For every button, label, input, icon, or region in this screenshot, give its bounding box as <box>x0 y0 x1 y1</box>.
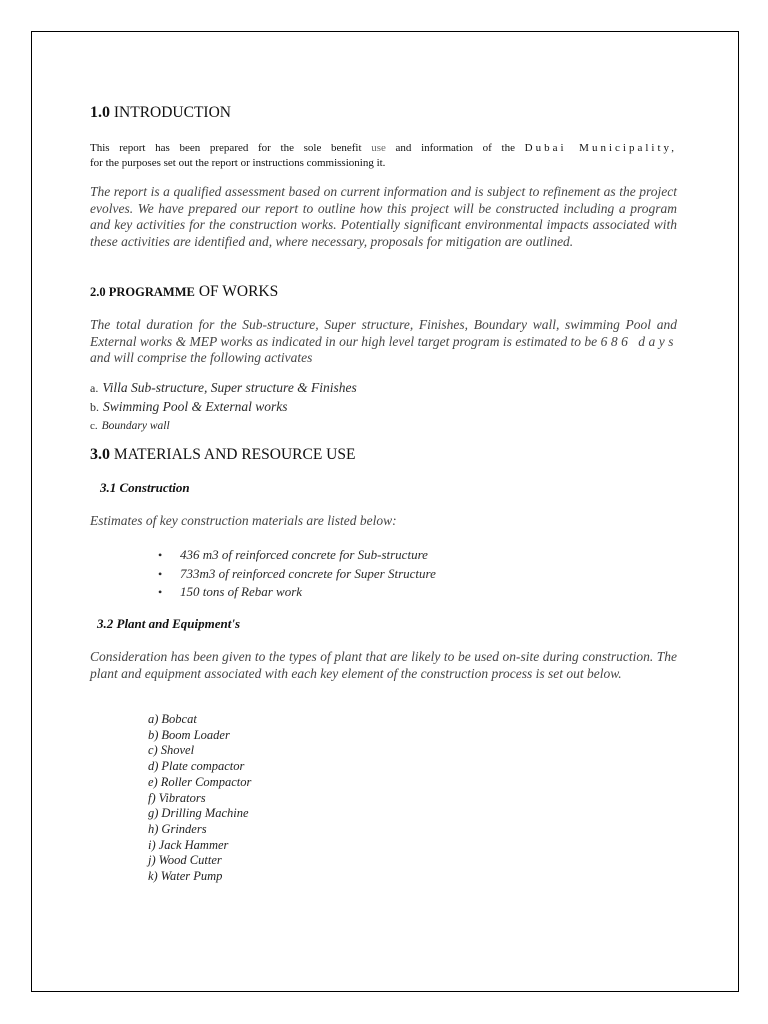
list-item-text: Swimming Pool & External works <box>103 398 288 414</box>
list-item <box>158 583 436 602</box>
list-item-label: h) <box>148 821 159 836</box>
heading-programme-of-works <box>90 282 677 302</box>
list-item <box>148 728 251 744</box>
section-title: MATERIALS AND RESOURCE USE <box>113 446 356 463</box>
list-item-label: b. <box>90 399 99 414</box>
list-item-text: Jack Hammer <box>158 837 229 852</box>
intro-paragraph-1-line-2: for the purposes set out the report or instructions commissioning it. <box>90 156 386 169</box>
paragraph-text: and information of the <box>395 141 515 154</box>
duration-value: 686 days <box>600 333 677 349</box>
list-item-text: Boom Loader <box>161 727 230 742</box>
list-item-text: Plate compactor <box>161 759 245 774</box>
list-item <box>90 416 677 436</box>
list-item-text: Vibrators <box>158 790 206 805</box>
section-title: 2.0 PROGRAMME <box>90 285 195 299</box>
list-item <box>148 775 251 791</box>
list-item <box>148 791 251 807</box>
subheading-construction: 3.1 Construction <box>100 480 190 495</box>
section-number: 1.0 <box>90 104 110 121</box>
activities-list <box>90 379 677 436</box>
plant-paragraph: Consideration has been given to the types of plant that are likely to be used on-site during construction. The plant and equipment associated with each key element of the construction process is set out below. <box>90 649 677 681</box>
materials-bullet-list <box>158 546 436 602</box>
list-item-label: a. <box>90 381 99 395</box>
list-item-label: c. <box>90 420 98 432</box>
list-item-label: d) <box>148 759 159 774</box>
list-item <box>148 759 251 775</box>
subheading-plant-and-equipment: 3.2 Plant and Equipment's <box>97 616 241 631</box>
list-item-text: 733m3 of reinforced concrete for Super Structure <box>180 565 436 581</box>
list-item <box>148 822 251 838</box>
list-item <box>90 379 677 398</box>
list-item-text: Boundary wall <box>101 420 170 432</box>
list-item-text: Drilling Machine <box>161 806 249 821</box>
list-item-label: b) <box>148 727 159 742</box>
paragraph-text: The total duration for the Sub-structure, Super structure, Finishes, Boundary wall, swimming Pool and External works & MEP works as indicated in our high level target program is estimated to be <box>90 317 677 349</box>
list-item-label: e) <box>148 774 158 789</box>
list-item-label: i) <box>148 837 156 852</box>
bullet-icon: • <box>158 566 163 581</box>
intro-paragraph-1 <box>90 141 677 171</box>
list-item <box>148 743 251 759</box>
list-item-label: f) <box>148 790 156 805</box>
intro-paragraph-1-line-1 <box>90 141 677 156</box>
heading-introduction <box>90 103 677 123</box>
list-item-text: Roller Compactor <box>160 774 252 789</box>
list-item-text: Bobcat <box>161 712 197 726</box>
list-item <box>148 853 251 869</box>
list-item <box>158 565 436 584</box>
list-item <box>158 546 436 565</box>
list-item <box>148 806 251 822</box>
section-title: OF WORKS <box>198 283 279 300</box>
list-item-label: c) <box>148 743 158 758</box>
heading-materials-and-resource-use <box>90 445 677 465</box>
list-item-text: Grinders <box>161 821 207 836</box>
equipment-list <box>148 712 251 885</box>
paragraph-text: and will comprise the following activates <box>90 350 313 365</box>
list-item <box>148 838 251 854</box>
list-item-text: Water Pump <box>160 869 223 884</box>
list-item-text: 150 tons of Rebar work <box>180 584 303 599</box>
list-item <box>148 869 251 885</box>
programme-paragraph <box>90 317 677 367</box>
list-item-text: 436 m3 of reinforced concrete for Sub-structure <box>180 547 428 562</box>
list-item <box>90 398 677 417</box>
bullet-icon: • <box>158 585 163 599</box>
client-name: Dubai Municipality, <box>524 141 678 154</box>
section-title: INTRODUCTION <box>113 104 231 121</box>
section-number: 3.0 <box>90 446 110 463</box>
list-item-text: Villa Sub-structure, Super structure & Finishes <box>102 380 357 395</box>
paragraph-text: This report has been prepared for the sole benefit <box>90 141 362 154</box>
list-item-text: Shovel <box>160 743 195 758</box>
list-item-text: Wood Cutter <box>158 853 222 868</box>
list-item-label: a) <box>148 712 159 726</box>
list-item-label: j) <box>148 853 156 868</box>
list-item-label: g) <box>148 806 159 821</box>
intro-paragraph-2: The report is a qualified assessment based on current information and is subject to refinement as the project evolves. We have prepared our report to outline how this project will be constructed including a program and key activities for the construction works. Potentially significant environmental impacts associated with these activities are identified and, where necessary, proposals for mitigation are outlined. <box>90 184 677 249</box>
paragraph-text: use <box>371 141 386 154</box>
list-item <box>148 712 251 728</box>
construction-intro: Estimates of key construction materials are listed below: <box>90 513 397 528</box>
bullet-icon: • <box>158 548 163 562</box>
list-item-label: k) <box>148 869 158 884</box>
